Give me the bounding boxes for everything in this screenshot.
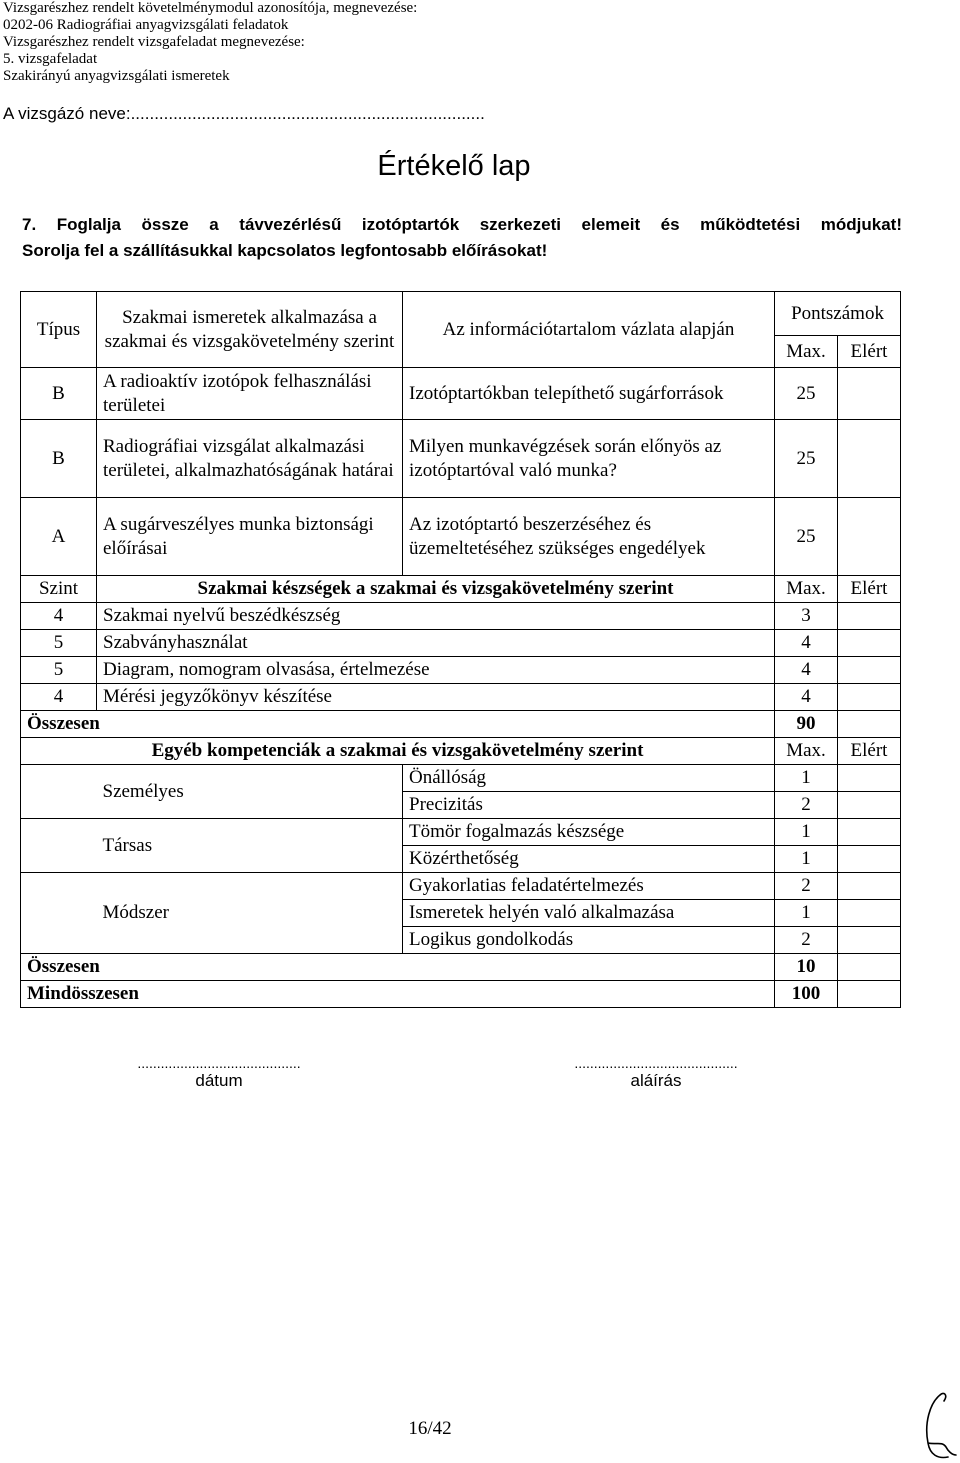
row-topic: A sugárveszélyes munka biztonsági előírásai xyxy=(97,498,403,576)
row-topic: Radiográfiai vizsgálat alkalmazási területei, alkalmazhatóságának határai xyxy=(97,420,403,498)
competence-group-social: Társas xyxy=(97,819,403,873)
skill-max: 4 xyxy=(775,657,838,684)
skill-level: 5 xyxy=(21,630,97,657)
skill-row xyxy=(21,603,901,630)
competence-group-personal: Személyes xyxy=(97,765,403,819)
row-outline: Izotóptartókban telepíthető sugárforrások xyxy=(403,368,775,420)
row-max: 25 xyxy=(775,368,838,420)
skill-max: 4 xyxy=(775,630,838,657)
competence-item: Önállóság xyxy=(403,765,775,792)
signature-dots: .......................................... xyxy=(574,1055,738,1071)
skills-header: Szakmai készségek a szakmai és vizsgakövetelmény szerint xyxy=(97,576,775,603)
date-signature-field[interactable] xyxy=(88,1055,350,1091)
grand-total-label: Mindösszesen xyxy=(21,981,775,1008)
row-type: B xyxy=(21,368,97,420)
competence-group-method: Módszer xyxy=(97,873,403,954)
competence-achieved-cell[interactable] xyxy=(838,846,901,873)
competence-achieved-cell[interactable] xyxy=(838,873,901,900)
competence-max: 2 xyxy=(775,927,838,954)
skills-level-header: Szint xyxy=(21,576,97,603)
other-achieved-header: Elért xyxy=(838,738,901,765)
skill-achieved-cell[interactable] xyxy=(838,657,901,684)
skill-achieved-cell[interactable] xyxy=(838,630,901,657)
subtotal-value: 10 xyxy=(775,954,838,981)
question-line-2: Sorolja fel a szállításukkal kapcsolatos legfontosabb előírásokat! xyxy=(22,241,548,260)
row-type: A xyxy=(21,498,97,576)
header-line: Vizsgarészhez rendelt követelménymodul azonosítója, megnevezése: xyxy=(3,0,418,16)
row-achieved-cell[interactable] xyxy=(838,498,901,576)
grand-total-value: 100 xyxy=(775,981,838,1008)
competence-max: 1 xyxy=(775,819,838,846)
date-label: dátum xyxy=(195,1071,243,1090)
header-type: Típus xyxy=(21,292,97,368)
date-dots: .......................................... xyxy=(137,1055,301,1071)
header-line: Szakirányú anyagvizsgálati ismeretek xyxy=(3,68,230,84)
competence-item: Logikus gondolkodás xyxy=(403,927,775,954)
row-type: B xyxy=(21,420,97,498)
skill-level: 5 xyxy=(21,657,97,684)
competence-item: Ismeretek helyén való alkalmazása xyxy=(403,900,775,927)
header-line: Vizsgarészhez rendelt vizsgafeladat megnevezése: xyxy=(3,34,305,50)
skill-name: Mérési jegyzőkönyv készítése xyxy=(97,684,775,711)
competence-achieved-cell[interactable] xyxy=(838,927,901,954)
header-outline: Az információtartalom vázlata alapján xyxy=(403,292,775,368)
competence-item: Közérthetőség xyxy=(403,846,775,873)
knowledge-row xyxy=(21,420,901,498)
subtotal-value: 90 xyxy=(775,711,838,738)
skills-max-header: Max. xyxy=(775,576,838,603)
other-max-header: Max. xyxy=(775,738,838,765)
skill-max: 3 xyxy=(775,603,838,630)
row-achieved-cell[interactable] xyxy=(838,368,901,420)
competence-max: 2 xyxy=(775,792,838,819)
row-topic: A radioaktív izotópok felhasználási területei xyxy=(97,368,403,420)
exam-question xyxy=(22,212,902,264)
competence-item: Precizitás xyxy=(403,792,775,819)
skill-level: 4 xyxy=(21,684,97,711)
knowledge-row xyxy=(21,368,901,420)
header-line: 5. vizsgafeladat xyxy=(3,51,98,67)
competence-achieved-cell[interactable] xyxy=(838,792,901,819)
other-competences-header: Egyéb kompetenciák a szakmai és vizsgakövetelmény szerint xyxy=(21,738,775,765)
row-outline: Az izotóptartó beszerzéséhez és üzemeltetéséhez szükséges engedélyek xyxy=(403,498,775,576)
grand-total-achieved-cell[interactable] xyxy=(838,981,901,1008)
evaluation-table xyxy=(20,291,901,1008)
skill-row xyxy=(21,657,901,684)
skill-level: 4 xyxy=(21,603,97,630)
skill-achieved-cell[interactable] xyxy=(838,603,901,630)
subtotal-label: Összesen xyxy=(21,954,775,981)
row-max: 25 xyxy=(775,420,838,498)
subtotal-label: Összesen xyxy=(21,711,775,738)
row-achieved-cell[interactable] xyxy=(838,420,901,498)
handwritten-mark-icon xyxy=(918,1385,958,1463)
header-max: Max. xyxy=(775,336,838,368)
page-title: Értékelő lap xyxy=(377,150,531,182)
competence-item: Gyakorlatias feladatértelmezés xyxy=(403,873,775,900)
competence-achieved-cell[interactable] xyxy=(838,900,901,927)
competence-max: 1 xyxy=(775,765,838,792)
signature-field[interactable] xyxy=(524,1055,788,1091)
competence-item: Tömör fogalmazás készsége xyxy=(403,819,775,846)
skill-row xyxy=(21,630,901,657)
skill-name: Diagram, nomogram olvasása, értelmezése xyxy=(97,657,775,684)
header-points: Pontszámok xyxy=(775,292,901,336)
skills-achieved-header: Elért xyxy=(838,576,901,603)
header-line: 0202-06 Radiográfiai anyagvizsgálati feladatok xyxy=(3,17,289,33)
competence-max: 1 xyxy=(775,846,838,873)
header-knowledge: Szakmai ismeretek alkalmazása a szakmai és vizsgakövetelmény szerint xyxy=(97,292,403,368)
skill-row xyxy=(21,684,901,711)
competence-achieved-cell[interactable] xyxy=(838,819,901,846)
page-number: 16/42 xyxy=(408,1418,452,1439)
row-outline: Milyen munkavégzések során előnyös az izotóptartóval való munka? xyxy=(403,420,775,498)
competence-achieved-cell[interactable] xyxy=(838,765,901,792)
subtotal-achieved-cell[interactable] xyxy=(838,954,901,981)
knowledge-row xyxy=(21,498,901,576)
header-block xyxy=(3,0,417,85)
row-max: 25 xyxy=(775,498,838,576)
skill-name: Szakmai nyelvű beszédkészség xyxy=(97,603,775,630)
skill-name: Szabványhasználat xyxy=(97,630,775,657)
signature-label: aláírás xyxy=(630,1071,682,1090)
skill-max: 4 xyxy=(775,684,838,711)
question-line-1: 7. Foglalja össze a távvezérlésű izotóptartók szerkezeti elemeit és működtetési módjukat! xyxy=(22,215,902,234)
header-achieved: Elért xyxy=(838,336,901,368)
candidate-name-line[interactable]: A vizsgázó neve:........................................................................... xyxy=(3,104,485,123)
competence-max: 1 xyxy=(775,900,838,927)
competence-max: 2 xyxy=(775,873,838,900)
subtotal-achieved-cell[interactable] xyxy=(838,711,901,738)
skill-achieved-cell[interactable] xyxy=(838,684,901,711)
